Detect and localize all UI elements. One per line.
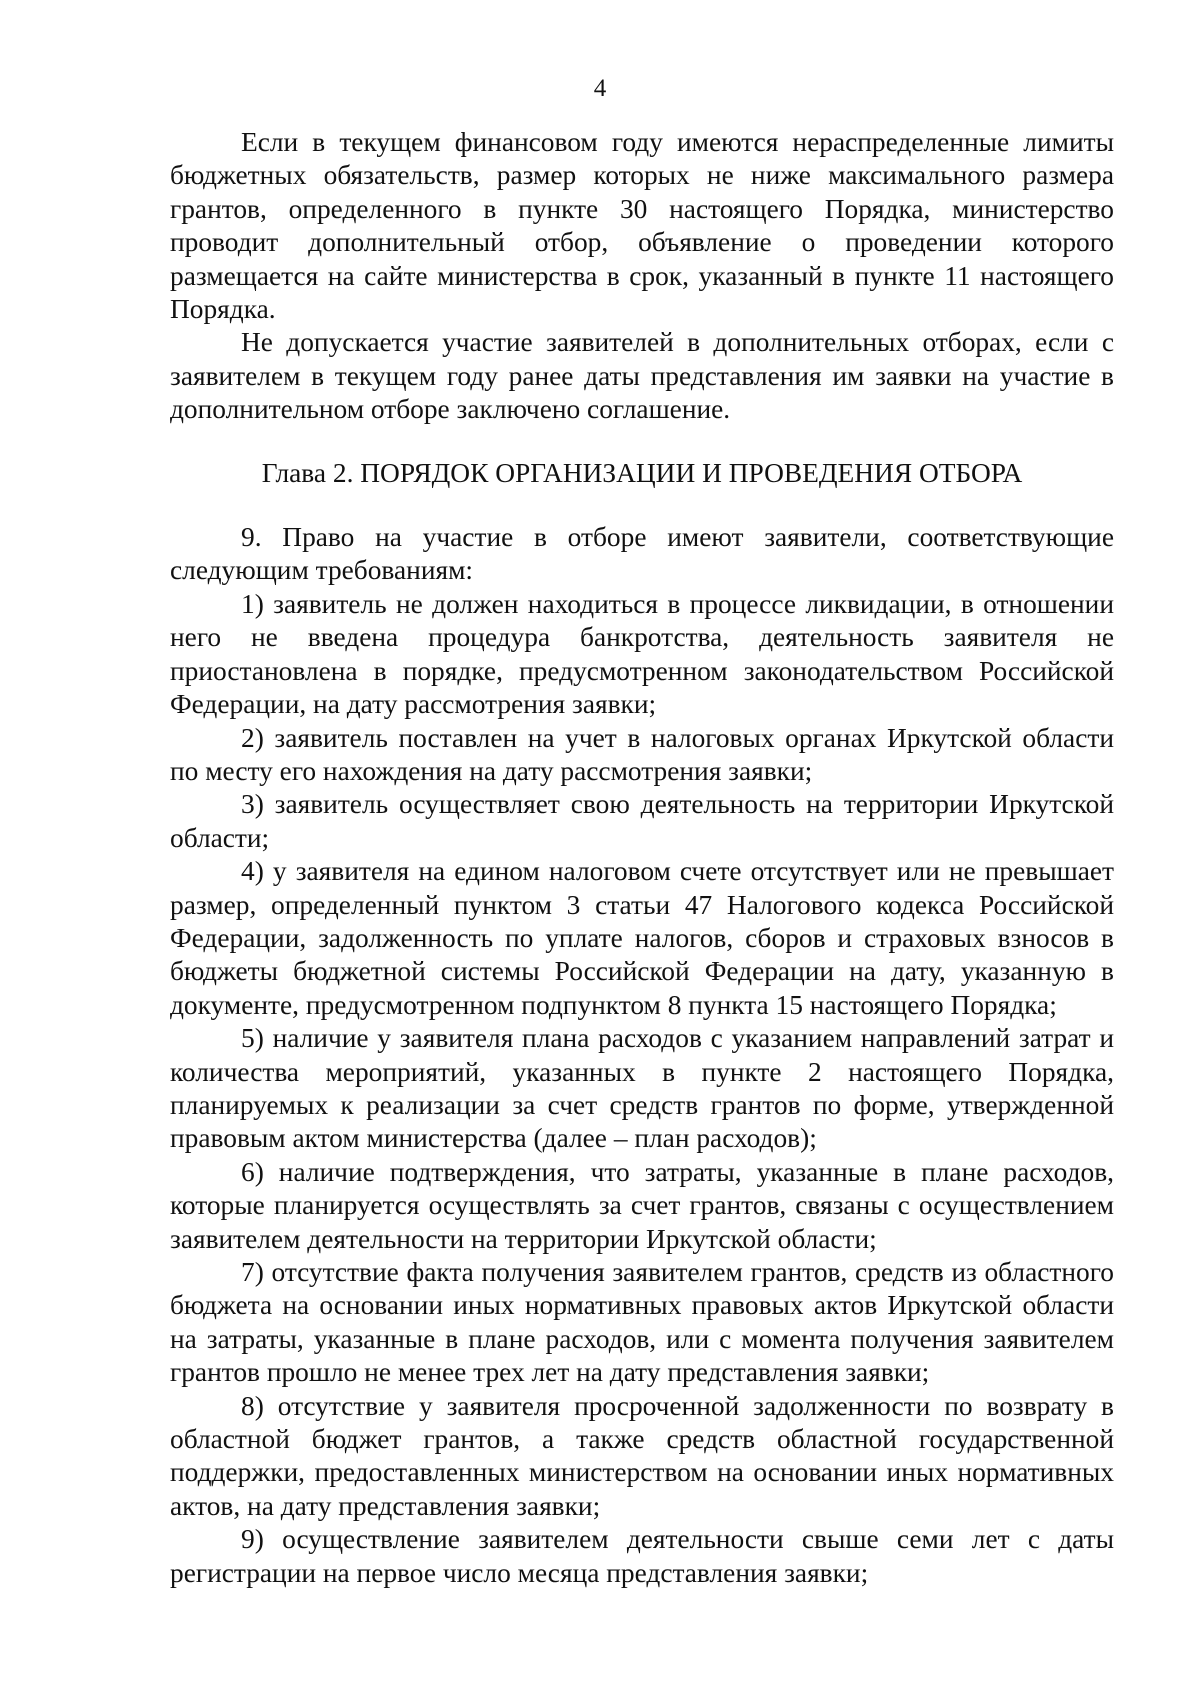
chapter-heading: Глава 2. ПОРЯДОК ОРГАНИЗАЦИИ И ПРОВЕДЕНИЯ ОТБОРА [261,457,1023,488]
requirement-item-2: 2) заявитель поставлен на учет в налоговых органах Иркутской области по месту его нахождения на дату рассмотрения заявки; [170,722,1114,786]
requirement-item-3: 3) заявитель осуществляет свою деятельность на территории Иркутской области; [170,789,1114,853]
requirement-item-1: 1) заявитель не должен находиться в процессе ликвидации, в отношении него не введена процедура банкротства, деятельность заявителя не приостановлена в порядке, предусмотренном законодательством Российской Федерации, на дату рассмотрения заявки; [170,588,1114,720]
paragraph-participation-restriction: Не допускается участие заявителей в дополнительных отборах, если с заявителем в текущем году ранее даты представления им заявки на участие в дополнительном отборе заключено соглашение. [170,327,1114,425]
requirement-item-4: 4) у заявителя на едином налоговом счете отсутствует или не превышает размер, определенный пунктом 3 статьи 47 Налогового кодекса Российской Федерации, задолженность по уплате налогов, сборов и страховых взносов в бюджеты бюджетной системы Российской Федерации на дату, указанную в документе, предусмотренном подпунктом 8 пункта 15 настоящего Порядка; [170,856,1114,1020]
page-number: 4 [593,75,607,102]
requirement-item-5: 5) наличие у заявителя плана расходов с указанием направлений затрат и количества мероприятий, указанных в пункте 2 настоящего Порядка, планируемых к реализации за счет средств грантов по форме, утвержденной правовым актом министерства (далее – план расходов); [170,1023,1114,1154]
paragraph-additional-selection: Если в текущем финансовом году имеются нераспределенные лимиты бюджетных обязательств, размер которых не ниже максимального размера грантов, определенного в пункте 30 настоящего Порядка, министерство проводит дополнительный отбор, объявление о проведении которого размещается на сайте министерства в срок, указанный в пункте 11 настоящего Порядка. [170,127,1114,325]
requirement-item-9: 9) осуществление заявителем деятельности свыше семи лет с даты регистрации на первое число месяца представления заявки; [170,1524,1114,1588]
paragraph-item-9: 9. Право на участие в отборе имеют заявители, соответствующие следующим требованиям: [170,522,1114,586]
requirement-item-6: 6) наличие подтверждения, что затраты, указанные в плане расходов, которые планируется осуществлять за счет грантов, связаны с осуществлением заявителем деятельности на территории Иркутской области; [170,1156,1114,1254]
requirement-item-7: 7) отсутствие факта получения заявителем грантов, средств из областного бюджета на основании иных нормативных правовых актов Иркутской области на затраты, указанные в плане расходов, или с момента получения заявителем грантов прошло не менее трех лет на дату представления заявки; [170,1257,1114,1388]
document-body [170,126,1114,1590]
requirement-item-8: 8) отсутствие у заявителя просроченной задолженности по возврату в областной бюджет грантов, а также средств областной государственной поддержки, предоставленных министерством на основании иных нормативных актов, на дату представления заявки; [170,1390,1114,1521]
